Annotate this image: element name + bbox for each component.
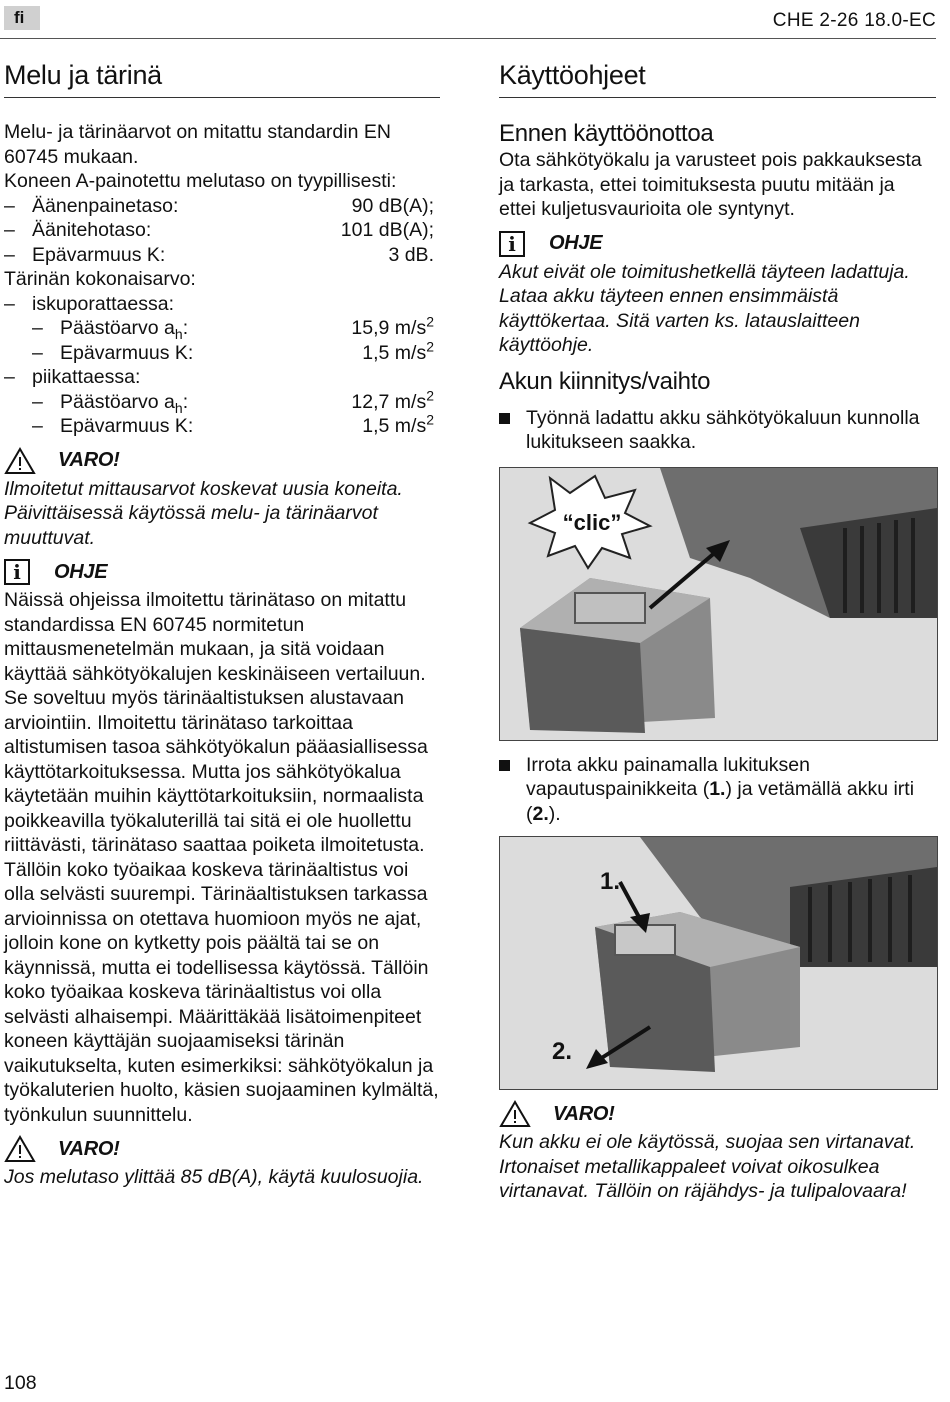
warning-text: Ilmoitetut mittausarvot koskevat uusia koneita. Päivittäisessä käytössä melu- ja tärinäarvot muuttuvat.: [4, 477, 403, 549]
battery-insert-photo: [499, 467, 938, 741]
section-title-usage: Käyttöohjeet: [499, 60, 936, 98]
instruction-bullet: Irrota akku painamalla lukituksen vapautuspainikkeita (1.) ja vetämällä akku irti (2.).: [499, 753, 936, 827]
bullet-square-icon: [499, 760, 510, 771]
battery-remove-photo: [499, 836, 938, 1090]
vibration-row: – Epävarmuus K: 1,5 $m/s^2$: [32, 338, 434, 364]
warning-text: Jos melutaso ylittää 85 dB(A), käytä kuulosuojia.: [4, 1166, 424, 1188]
warning-triangle-icon: [4, 447, 36, 475]
note-text: Akut eivät ole toimitushetkellä täyteen ladattuja. Lataa akku täyteen ennen ensimmäistä käyttökertaa. Sitä varten ks. latauslaitteen käyttöohje.: [499, 260, 910, 356]
instruction-bullet: Työnnä ladattu akku sähkötyökaluun kunnolla lukitukseen saakka.: [499, 406, 936, 455]
vibration-row: – Epävarmuus K: 1,5 $m/s^2$: [32, 411, 434, 437]
noise-intro: Koneen A-painotettu melutaso on tyypillisesti:: [4, 170, 397, 192]
header-rule: [0, 38, 936, 39]
note-title: OHJE: [54, 560, 108, 583]
subheading-before-use: Ennen käyttöönottoa: [499, 120, 714, 147]
info-icon: i: [499, 231, 525, 257]
noise-row: – Epävarmuus K: 3 dB.: [4, 243, 434, 266]
page-number: 108: [4, 1372, 37, 1394]
noise-row: – Äänenpainetaso: 90 dB(A);: [4, 194, 434, 217]
vibration-group-label: – piikattaessa:: [4, 366, 141, 388]
warning-header: [4, 445, 440, 477]
model-number: CHE 2-26 18.0-EC: [772, 10, 936, 31]
step-1-label: 1.: [600, 868, 621, 895]
language-tab: fi: [4, 6, 40, 30]
vibration-group-label: – iskuporattaessa:: [4, 292, 174, 315]
vibration-row: – Päästöarvo $a_h$: 15,9 $m/s^2$: [32, 313, 434, 342]
warning-triangle-icon: [499, 1100, 531, 1128]
warning-header: [4, 1133, 440, 1165]
note-header: [4, 556, 440, 588]
right-column: [499, 60, 936, 1204]
vibration-intro: Tärinän kokonaisarvo:: [4, 268, 196, 290]
note-title: OHJE: [549, 232, 603, 254]
warning-title: VARO!: [553, 1102, 615, 1125]
warning-title: VARO!: [58, 1137, 120, 1160]
vibration-row: – Päästöarvo $a_h$: 12,7 $m/s^2$: [32, 387, 434, 416]
warning-title: VARO!: [58, 449, 120, 471]
note-text: Näissä ohjeissa ilmoitettu tärinätaso on mitattu standardissa EN 60745 normitetun mittausmenetelmän mukaan, ja sitä voidaan käyttää sähkötyökalujen keskinäiseen vertailuun. Se soveltuu myös tärinäaltistuksen alustavaan arviointiin. Ilmoitettu tärinätaso tarkoittaa altistumisen tasoa sähkötyökalun pääasiallisessa käyttötarkoituksessa. Mutta jos sähkötyökalua käytetään muihin käyttötarkoituksiin, normaalista poikkeavilla työkaluterillä tai sitä ei ole huollettu riittävästi, tärinätaso saattaa poiketa ilmoitetusta. Tällöin koko työaikaa koskeva tärinäaltistus voi olla selvästi suurempi. Tärinäaltistuksen tarkassa arvioinnissa on otettava huomioon myös ne ajat, jolloin kone on kytketty pois päältä tai se on käynnissä, mutta ei todellisessa käytössä. Tällöin koko työaikaa koskeva tärinäaltistus voi olla selvästi alhaisempi. Määrittäkää lisätoimenpiteet koneen käyttäjän suojaamiseksi tärinän vaikutukselta, kuten esimerkiksi: sähkötyökalun ja työkaluterien huolto, käsien suojaaminen kylmältä, työnkulun suunnittelu.: [4, 589, 439, 1126]
warning-text: Kun akku ei ole käytössä, suojaa sen virtanavat. Irtonaiset metallikappaleet voivat oikosulkea virtanavat. Tällöin on räjähdys- ja tulipalovaara!: [499, 1131, 916, 1202]
left-column: [4, 60, 440, 1190]
before-use-text: Ota sähkötyökalu ja varusteet pois pakkauksesta ja tarkasta, ettei toimituksesta puutu mitään ja ettei kuljetusvaurioita ole syntynyt.: [499, 149, 922, 220]
step-2-label: 2.: [552, 1038, 573, 1065]
clic-label: “clic”: [562, 509, 622, 535]
noise-row: – Äänitehotaso: 101 dB(A);: [4, 219, 434, 241]
section-title-noise: Melu ja tärinä: [4, 60, 440, 98]
warning-header: [499, 1098, 936, 1130]
info-icon: i: [4, 559, 30, 585]
note-header: [499, 228, 936, 260]
bullet-square-icon: [499, 413, 510, 424]
intro-text: Melu- ja tärinäarvot on mitattu standardin EN 60745 mukaan.: [4, 121, 391, 168]
warning-triangle-icon: [4, 1135, 36, 1163]
subheading-battery: Akun kiinnitys/vaihto: [499, 367, 711, 395]
